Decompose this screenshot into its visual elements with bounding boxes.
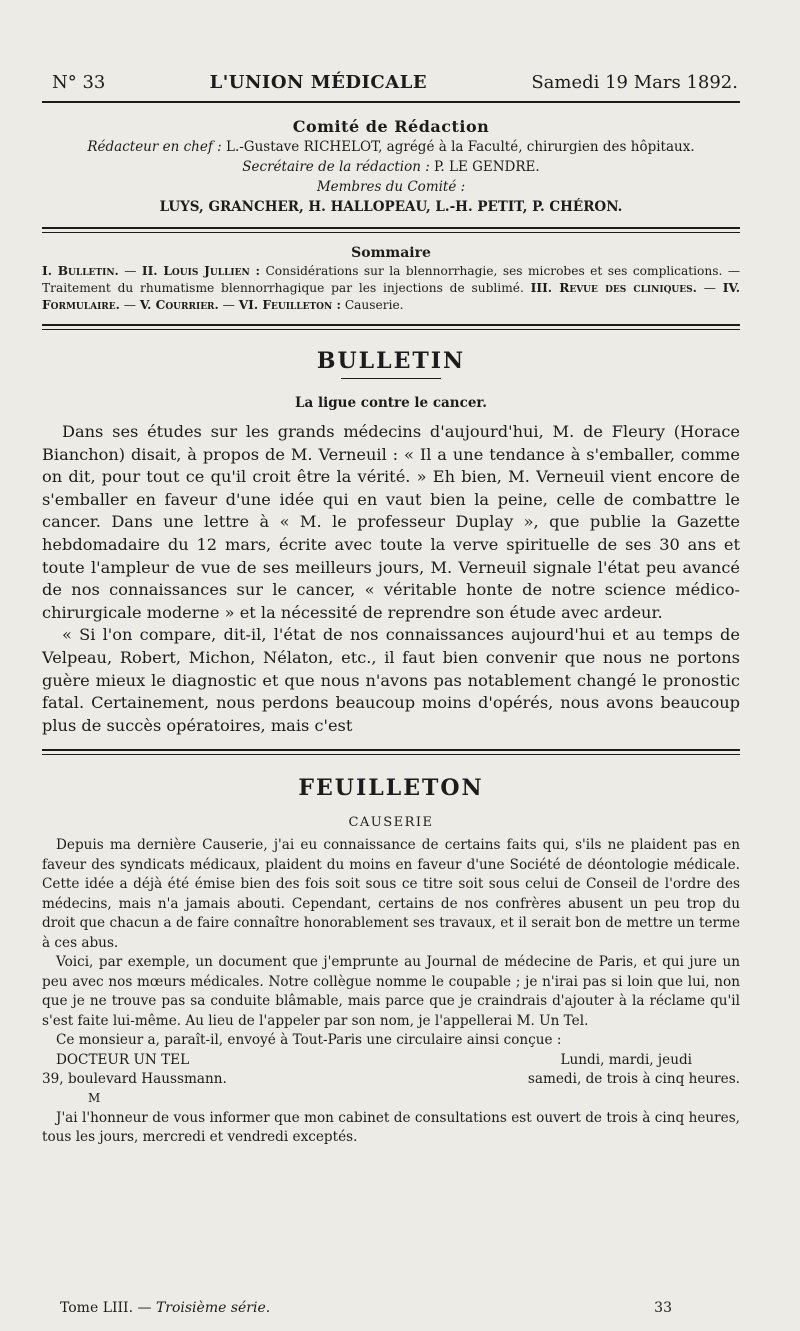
sommaire-item-label: I. Bulletin.	[42, 264, 119, 278]
letter-address: 39, boulevard Haussmann.	[42, 1070, 227, 1087]
issue-date: Samedi 19 Mars 1892.	[531, 72, 738, 93]
sommaire-item-text: Causerie.	[340, 298, 404, 312]
sommaire-title: Sommaire	[351, 245, 431, 261]
section-divider	[42, 749, 740, 755]
bulletin-body	[42, 421, 740, 737]
sommaire-item-text: —	[696, 281, 723, 295]
sommaire-item-text: Considérations sur la blennorrhagie, ses microbes et ses complications. — Traitement du rhumatisme blennorrhagique par les injections de sublimé.	[42, 264, 741, 295]
causerie-title: CAUSERIE	[348, 815, 434, 831]
circular-letter	[42, 1051, 740, 1109]
committee-members: LUYS, GRANCHER, H. HALLOPEAU, L.-H. PETIT, P. CHÉRON.	[159, 199, 623, 215]
sommaire-item-label: II. Louis Jullien :	[141, 264, 261, 278]
editor-line	[42, 137, 740, 157]
feuilleton-closing	[42, 1109, 740, 1148]
secretary-label: Secrétaire de la rédaction :	[242, 159, 430, 175]
feuilleton-paragraph: Depuis ma dernière Causerie, j'ai eu connaissance de certains faits qui, s'ils ne plaident pas en faveur des syndicats médicaux, plaident du moins en faveur d'une Société de déontologie médicale. Cette idée a déjà été émise bien des fois soit sous ce titre soit sous celui de Conseil de l'ordre des médecins, mais n'a jamais abouti. Cependant, certains de nos confrères abusent un peu trop du droit que chacun a de faire connaître honorablement ses travaux, et il serait bon de mettre un terme à ces abus.	[42, 837, 740, 951]
bulletin-paragraph: Dans ses études sur les grands médecins d'aujourd'hui, M. de Fleury (Horace Bianchon) disait, à propos de M. Verneuil : « Il a une tendance à s'emballer, comme on dit, pour tout ce qu'il croit être la vérité. » Eh bien, M. Verneuil vient encore de s'emballer en faveur d'une idée qui en vaut bien la peine, celle de combattre le cancer. Dans une lettre à « M. le professeur Duplay », que publie la Gazette hebdomadaire du 12 mars, écrite avec toute la verve spirituelle de ses 30 ans et toute l'ampleur de vue de ses meilleurs jours, M. Verneuil signale l'état peu avancé de nos connaissances sur le cancer, « véritable honte de notre science médico-chirurgicale moderne » et la nécessité de reprendre son étude avec ardeur.	[42, 422, 740, 622]
issue-number: N° 33	[52, 72, 106, 93]
page-footer	[60, 1300, 672, 1316]
sommaire-item-text: —	[119, 298, 140, 312]
section-divider	[42, 227, 740, 233]
sommaire-item-label: IV. Formulaire.	[42, 281, 740, 312]
editor-name: L.-Gustave RICHELOT, agrégé à la Faculté, chirurgien des hôpitaux.	[225, 139, 695, 155]
sommaire-item-text: —	[118, 264, 142, 278]
page-number: 33	[654, 1300, 672, 1316]
sommaire-item-label: V. Courrier.	[139, 298, 219, 312]
letter-doctor-name: DOCTEUR UN TEL	[56, 1051, 190, 1068]
letter-hours: samedi, de trois à cinq heures.	[527, 1070, 740, 1087]
committee-title: Comité de Rédaction	[292, 117, 490, 136]
running-head	[42, 72, 740, 103]
feuilleton-heading: FEUILLETON	[298, 775, 484, 802]
series-label: Troisième série.	[155, 1300, 271, 1316]
editor-label: Rédacteur en chef :	[87, 139, 222, 155]
letter-days: Lundi, mardi, jeudi	[560, 1051, 692, 1068]
section-divider	[42, 324, 740, 330]
feuilleton-paragraph: Ce monsieur a, paraît-il, envoyé à Tout-Paris une circulaire ainsi conçue :	[56, 1032, 562, 1049]
feuilleton-body	[42, 836, 740, 1051]
sommaire-item-text: —	[218, 298, 239, 312]
members-label: Membres du Comité :	[316, 179, 466, 195]
bulletin-heading: BULLETIN	[316, 348, 466, 374]
bulletin-subheading: La ligue contre le cancer.	[295, 395, 487, 411]
journal-title: L'UNION MÉDICALE	[209, 72, 428, 93]
feuilleton-paragraph: Voici, par exemple, un document que j'emprunte au Journal de médecine de Paris, et qui jure un peu avec nos mœurs médicales. Notre collègue nomme le coupable ; je n'irai pas si loin que lui, non que je ne trouve pas sa conduite blâmable, mais parce que je craindrais d'ajouter à la réclame qu'il s'est faite lui-même. Au lieu de l'appeler par son nom, je l'appellerai M. Un Tel.	[42, 954, 740, 1029]
secretary-line	[42, 157, 740, 177]
feuilleton-paragraph: J'ai l'honneur de vous informer que mon cabinet de consultations est ouvert de trois à cinq heures, tous les jours, mercredi et vendredi exceptés.	[42, 1109, 740, 1146]
sommaire-item-label: VI. Feuilleton :	[238, 298, 341, 312]
heading-rule	[341, 378, 441, 379]
editorial-committee	[42, 103, 740, 217]
sommaire-contents	[42, 261, 740, 314]
secretary-name: P. LE GENDRE.	[434, 159, 540, 175]
bulletin-paragraph: « Si l'on compare, dit-il, l'état de nos connaissances aujourd'hui et au temps de Velpeau, Robert, Michon, Nélaton, etc., il faut bien convenir que nous ne portons guère mieux le diagnostic et que nous n'avons pas notablement changé le pronostic fatal. Certainement, nous perdons beaucoup moins d'opérés, nous avons beaucoup plus de succès opératoires, mais c'est	[42, 625, 740, 735]
tome-info	[60, 1300, 270, 1316]
letter-salutation: M	[88, 1090, 101, 1105]
sommaire-item-label: III. Revue des cliniques.	[530, 281, 697, 295]
tome-number: Tome LIII. —	[60, 1300, 152, 1316]
